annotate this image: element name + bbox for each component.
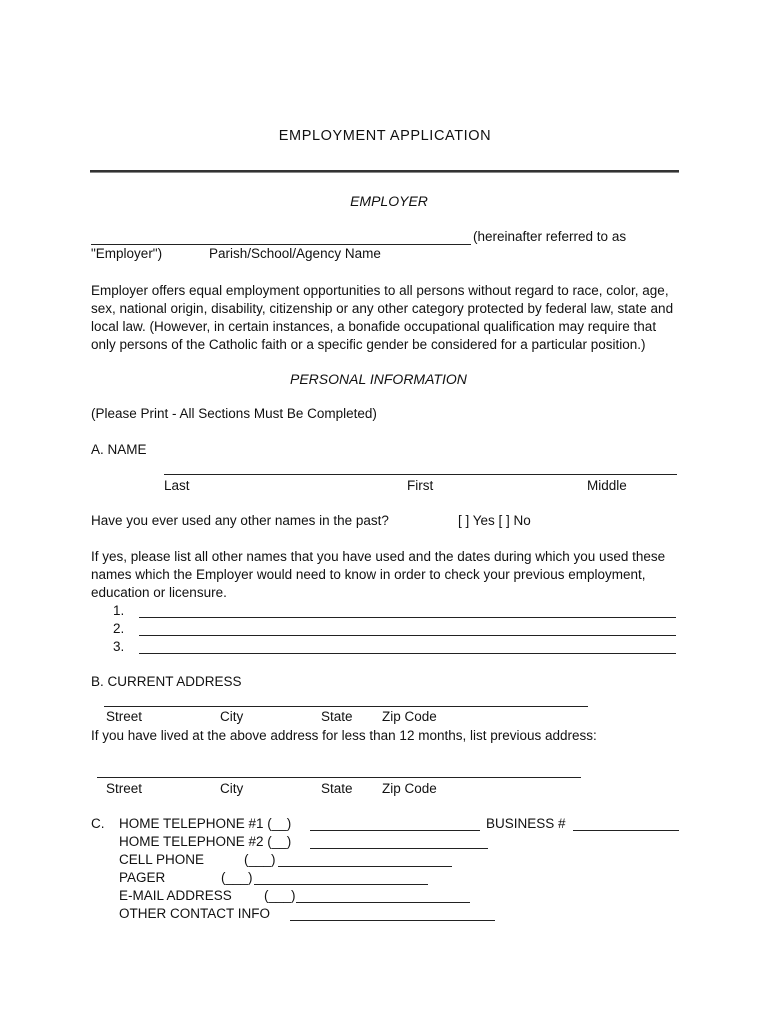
yes-no-checkboxes[interactable]: [ ] Yes [ ] No	[458, 513, 531, 528]
other-names-question: Have you ever used any other names in the past?	[91, 513, 389, 528]
cell-phone-label: CELL PHONE	[119, 852, 205, 867]
home-telephone-1-field[interactable]	[310, 830, 480, 831]
employer-label: "Employer")	[91, 246, 163, 261]
previous-state-caption: State	[321, 781, 353, 796]
home-telephone-1-label: HOME TELEPHONE #1 (__)	[119, 816, 292, 831]
employer-heading: EMPLOYER	[350, 193, 428, 209]
contact-section-letter: C.	[91, 816, 105, 831]
previous-address-field[interactable]	[97, 777, 581, 778]
previous-zip-code-caption: Zip Code	[382, 781, 437, 796]
email-address-field[interactable]	[296, 902, 470, 903]
name-section-label: A. NAME	[91, 442, 147, 457]
pager-area-code: (___)	[221, 870, 253, 885]
pager-field[interactable]	[254, 884, 428, 885]
equal-opportunity-statement: Employer offers equal employment opportunities to all persons without regard to race, color, age, sex, national origin, disability, citizenship or any other category protected by federal law, state and local law. (However, in certain instances, a bonafide occupational qualification may require that only persons of the Catholic faith or a specific gender be considered for a particular position.)	[91, 283, 674, 352]
city-caption: City	[220, 709, 244, 724]
email-address-label: E-MAIL ADDRESS	[119, 888, 232, 903]
previous-address-instructions: If you have lived at the above address for less than 12 months, list previous address:	[91, 728, 597, 743]
home-telephone-2-field[interactable]	[310, 848, 488, 849]
previous-street-caption: Street	[106, 781, 143, 796]
personal-information-heading: PERSONAL INFORMATION	[290, 371, 467, 387]
list-number-1: 1.	[113, 603, 125, 618]
list-number-3: 3.	[113, 639, 125, 654]
pager-label: PAGER	[119, 870, 166, 885]
referred-text: (hereinafter referred to as	[473, 229, 627, 244]
instructions-text: (Please Print - All Sections Must Be Completed)	[91, 406, 377, 421]
previous-city-caption: City	[220, 781, 244, 796]
current-address-label: B. CURRENT ADDRESS	[91, 674, 242, 689]
street-caption: Street	[106, 709, 143, 724]
current-address-field[interactable]	[104, 706, 588, 707]
state-caption: State	[321, 709, 353, 724]
middle-name-caption: Middle	[587, 478, 627, 493]
other-name-field-3[interactable]	[139, 653, 676, 654]
business-phone-field[interactable]	[573, 830, 679, 831]
list-number-2: 2.	[113, 621, 125, 636]
last-name-caption: Last	[164, 478, 190, 493]
business-phone-label: BUSINESS #	[486, 816, 566, 831]
other-names-instructions: If yes, please list all other names that you have used and the dates during which you used these names which the Employer would need to know in order to check your previous employment, education or licensure.	[91, 549, 666, 600]
employer-name-caption: Parish/School/Agency Name	[209, 246, 381, 261]
other-contact-info-label: OTHER CONTACT INFO	[119, 906, 270, 921]
cell-phone-field[interactable]	[278, 866, 452, 867]
cell-phone-area-code: (___)	[244, 852, 276, 867]
email-area-code: (___)	[264, 888, 296, 903]
first-name-caption: First	[407, 478, 434, 493]
page-title: EMPLOYMENT APPLICATION	[278, 128, 492, 144]
title-divider	[90, 170, 679, 173]
full-name-field[interactable]	[164, 474, 677, 475]
employer-name-field[interactable]	[91, 244, 471, 245]
other-name-field-2[interactable]	[139, 635, 676, 636]
zip-code-caption: Zip Code	[382, 709, 437, 724]
home-telephone-2-label: HOME TELEPHONE #2 (__)	[119, 834, 292, 849]
other-name-field-1[interactable]	[139, 617, 676, 618]
other-contact-info-field[interactable]	[290, 920, 495, 921]
